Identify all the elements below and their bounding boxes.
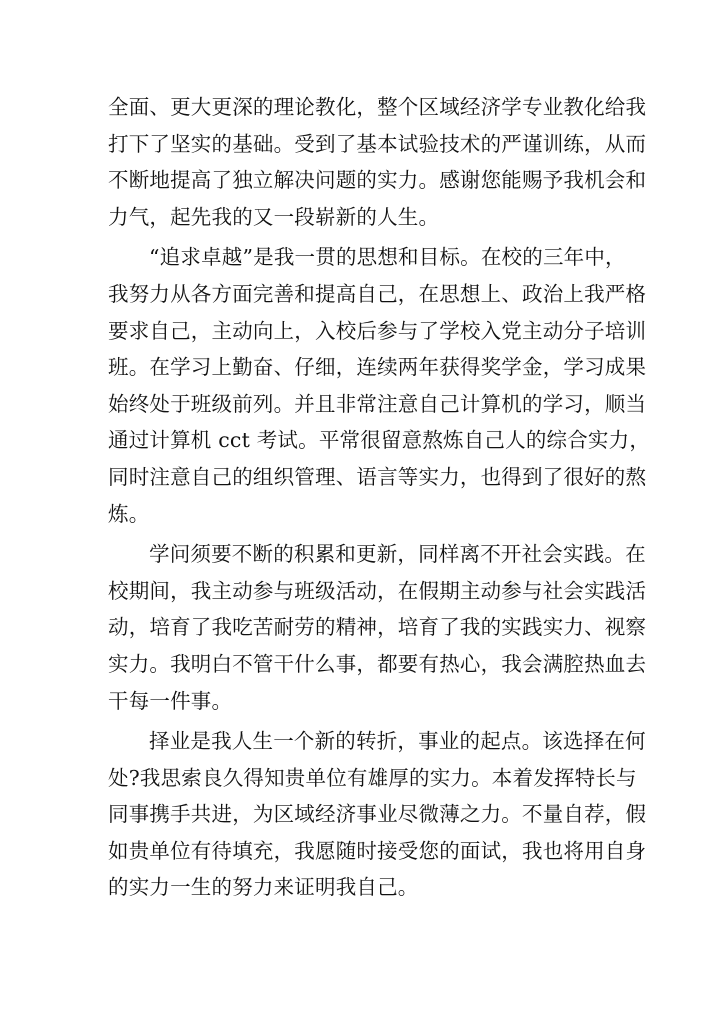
text-line: 我努力从各方面完善和提高自己，在思想上、政治上我严格 xyxy=(108,281,647,306)
text-line: 不断地提高了独立解决问题的实力。感谢您能赐予我机会和 xyxy=(108,168,647,193)
text-line: 择业是我人生一个新的转折，事业的起点。该选择在何 xyxy=(149,729,646,754)
text-line: 同事携手共进，为区域经济事业尽微薄之力。不量自荐，假 xyxy=(108,802,647,827)
text-line: 要求自己，主动向上，入校后参与了学校入党主动分子培训 xyxy=(108,318,647,343)
text-line: 打下了坚实的基础。受到了基本试验技术的严谨训练，从而 xyxy=(108,131,647,156)
text-line: 的实力一生的努力来证明我自己。 xyxy=(108,875,419,900)
text-line: 力气，起先我的又一段崭新的人生。 xyxy=(108,204,440,229)
text-line: 干每一件事。 xyxy=(108,688,233,713)
paragraph-3 xyxy=(108,536,647,719)
text-line: 动，培育了我吃苦耐劳的精神，培育了我的实践实力、视察 xyxy=(108,615,647,640)
paragraph-2 xyxy=(108,239,651,532)
text-line: 通过计算机 cct 考试。平常很留意熬炼自己人的综合实力， xyxy=(108,428,651,453)
paragraph-1 xyxy=(108,89,647,235)
text-line: 始终处于班级前列。并且非常注意自己计算机的学习，顺当 xyxy=(108,391,647,416)
text-line: 炼。 xyxy=(108,501,150,526)
document-body xyxy=(108,89,651,910)
text-line: 校期间，我主动参与班级活动，在假期主动参与社会实践活 xyxy=(108,578,647,603)
paragraph-4 xyxy=(108,723,647,906)
text-line: 学问须要不断的积累和更新，同样离不开社会实践。在 xyxy=(149,542,646,567)
text-line: 如贵单位有待填充，我愿随时接受您的面试，我也将用自身 xyxy=(108,838,647,863)
text-line: 全面、更大更深的理论教化，整个区域经济学专业教化给我 xyxy=(108,95,647,119)
text-line: 班。在学习上勤奋、仔细，连续两年获得奖学金，学习成果 xyxy=(108,355,647,380)
text-line: 同时注意自己的组织管理、语言等实力，也得到了很好的熬 xyxy=(108,464,647,489)
text-line: 实力。我明白不管干什么事，都要有热心，我会满腔热血去 xyxy=(108,651,647,676)
text-line: “追求卓越”是我一贯的思想和目标。在校的三年中， xyxy=(149,245,626,270)
text-line: 处?我思索良久得知贵单位有雄厚的实力。本着发挥特长与 xyxy=(108,765,637,790)
